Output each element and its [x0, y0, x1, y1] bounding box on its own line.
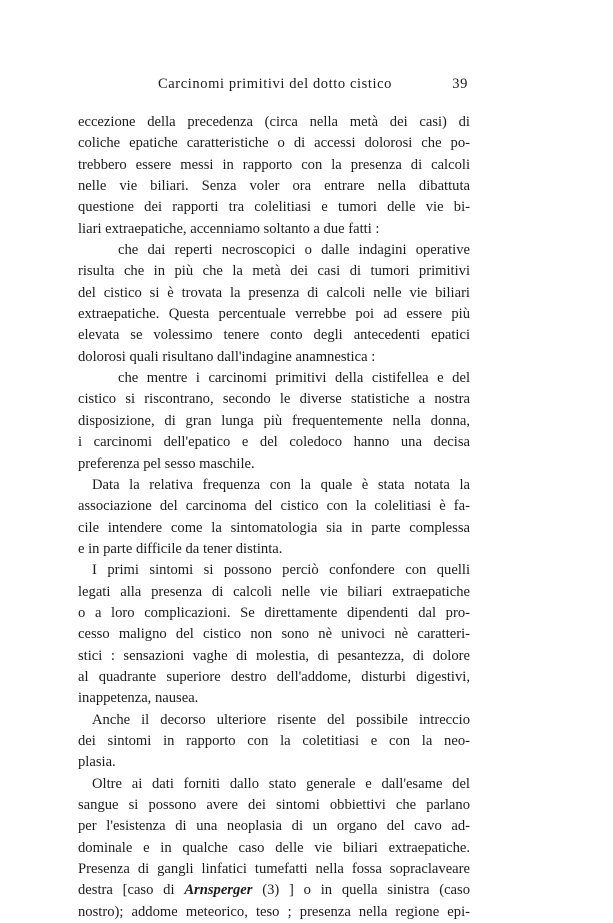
text-line: sangue si possono avere dei sintomi obbiettivi che parlano — [78, 797, 470, 813]
text-line: che dai reperti necroscopici o dalle indagini operative — [118, 242, 470, 259]
text-line: Anche il decorso ulteriore risente del possibile intreccio — [92, 711, 470, 728]
text-line: coliche epatiche caratteristiche o di accessi dolorosi che po- — [78, 135, 470, 152]
text-line: dei sintomi in rapporto con la coletitiasi e con la neo- — [78, 732, 470, 749]
text-line: inappetenza, nausea. — [78, 690, 199, 707]
text-line: plasia. — [78, 754, 116, 771]
text-line: preferenza pel sesso maschile. — [78, 455, 255, 472]
text-line — [78, 880, 470, 901]
text-line: o a loro complicazioni. Se direttamente dipendenti dal pro- — [78, 604, 470, 621]
page-number: 39 — [452, 76, 468, 92]
text-line: dominale e in qualche caso delle vie biliari extraepatiche. — [78, 839, 470, 856]
body-text — [78, 112, 470, 923]
text-line: cesso maligno del cistico non sono nè univoci nè caratteri- — [78, 626, 470, 643]
text-line: al quadrante superiore destro dell'addome, disturbi digestivi, — [78, 668, 470, 685]
text-line: trebbero essere messi in rapporto con la presenza di calcoli — [78, 156, 470, 173]
cited-author: Arnsperger — [184, 882, 253, 899]
text-line: per l'esistenza di una neoplasia di un organo del cavo ad- — [78, 818, 470, 835]
text-line: disposizione, di gran lunga più frequentemente nella donna, — [78, 412, 470, 429]
text-segment: (3) ] o in quella sinistra (caso — [252, 882, 471, 899]
text-line: elevata se volessimo tenere conto degli antecedenti epatici — [78, 327, 470, 344]
text-line: cile intendere come la sintomatologia sia in parte complessa — [78, 519, 470, 536]
text-line: nelle vie biliari. Senza voler ora entrare nella dibattuta — [78, 178, 470, 195]
text-line: e in parte difficile da tener distinta. — [78, 540, 283, 557]
text-line: eccezione della precedenza (circa nella metà dei casi) di — [78, 114, 470, 130]
text-segment: destra [caso di — [78, 882, 185, 899]
text-line: Presenza di gangli linfatici tumefatti nella fossa sopraclaveare — [78, 861, 470, 878]
text-line: extraepatiche. Questa percentuale verrebbe poi ad essere più — [78, 306, 470, 323]
text-line: liari extraepatiche, accenniamo soltanto a due fatti : — [78, 220, 380, 237]
text-line: Data la relativa frequenza con la quale è stata notata la — [92, 476, 470, 493]
text-line: I primi sintomi si possono perciò confondere con quelli — [92, 562, 470, 579]
text-line: dolorosi quali risultano dall'indagine anamnestica : — [78, 348, 376, 365]
text-line: cistico si riscontrano, secondo le diverse statistiche a nostra — [78, 391, 470, 408]
text-line: risulta che in più che la metà dei casi di tumori primitivi — [78, 263, 470, 280]
text-line: associazione del carcinoma del cistico con la colelitiasi è fa- — [78, 498, 470, 515]
text-line: Oltre ai dati forniti dallo stato generale e dall'esame del — [92, 775, 470, 792]
text-line: i carcinomi dell'epatico e del coledoco hanno una decisa — [78, 434, 470, 451]
text-line: nostro); addome meteorico, teso ; presenza nella regione epi- — [78, 903, 470, 920]
text-line: stici : sensazioni vaghe di molestia, di pesantezza, di dolore — [78, 647, 470, 664]
text-line: legati alla presenza di calcoli nelle vie biliari extraepatiche — [78, 583, 470, 600]
text-line: questione dei rapporti tra colelitiasi e tumori delle vie bi- — [78, 199, 470, 216]
text-line: del cistico si è trovata la presenza di calcoli nelle vie biliari — [78, 284, 470, 301]
running-title: Carcinomi primitivi del dotto cistico — [158, 76, 393, 92]
text-line: che mentre i carcinomi primitivi della cistifellea e del — [118, 370, 470, 387]
